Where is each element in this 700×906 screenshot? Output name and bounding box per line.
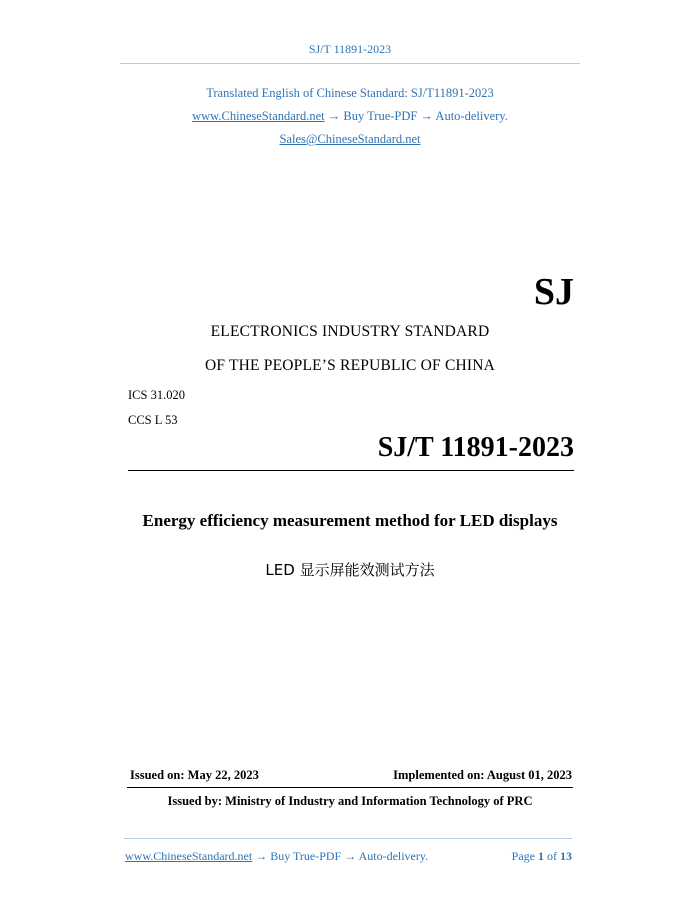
translation-notice: Translated English of Chinese Standard: SJ/T11891-2023	[206, 86, 494, 100]
implemented-date: Implemented on: August 01, 2023	[393, 768, 572, 782]
org-line-1: ELECTRONICS INDUSTRY STANDARD	[210, 323, 490, 340]
footer-buy-line	[125, 849, 428, 864]
dates-divider	[127, 787, 573, 788]
page-of: of	[547, 849, 557, 863]
chinese-title: LED 显示屏能效测试方法	[265, 561, 435, 579]
buy-text: → Buy True-PDF → Auto-delivery.	[327, 109, 508, 123]
title-divider	[128, 470, 574, 471]
running-header: SJ/T 11891-2023	[308, 42, 392, 56]
standard-code: SJ/T 11891-2023	[377, 432, 574, 463]
page-current: 1	[538, 849, 544, 863]
footer-site-link[interactable]: www.ChineseStandard.net	[125, 849, 253, 863]
email-line	[0, 132, 700, 147]
email-link[interactable]: Sales@ChineseStandard.net	[279, 132, 421, 146]
page-indicator	[430, 849, 572, 864]
ics-code: ICS 31.020	[128, 388, 185, 402]
buy-line	[0, 109, 700, 124]
english-title: Energy efficiency measurement method for LED displays	[142, 511, 558, 530]
site-link[interactable]: www.ChineseStandard.net	[192, 109, 325, 123]
page-label: Page	[511, 849, 535, 863]
org-line-2: OF THE PEOPLE’S REPUBLIC OF CHINA	[204, 357, 496, 374]
issued-date: Issued on: May 22, 2023	[130, 768, 259, 782]
page-total: 13	[560, 849, 572, 863]
issuer: Issued by: Ministry of Industry and Information Technology of PRC	[167, 794, 533, 808]
ccs-code: CCS L 53	[128, 413, 178, 427]
standard-logo: SJ	[533, 271, 574, 313]
footer-divider	[124, 838, 572, 839]
header-divider	[120, 63, 580, 64]
footer-buy-text: → Buy True-PDF → Auto-delivery.	[255, 849, 429, 863]
